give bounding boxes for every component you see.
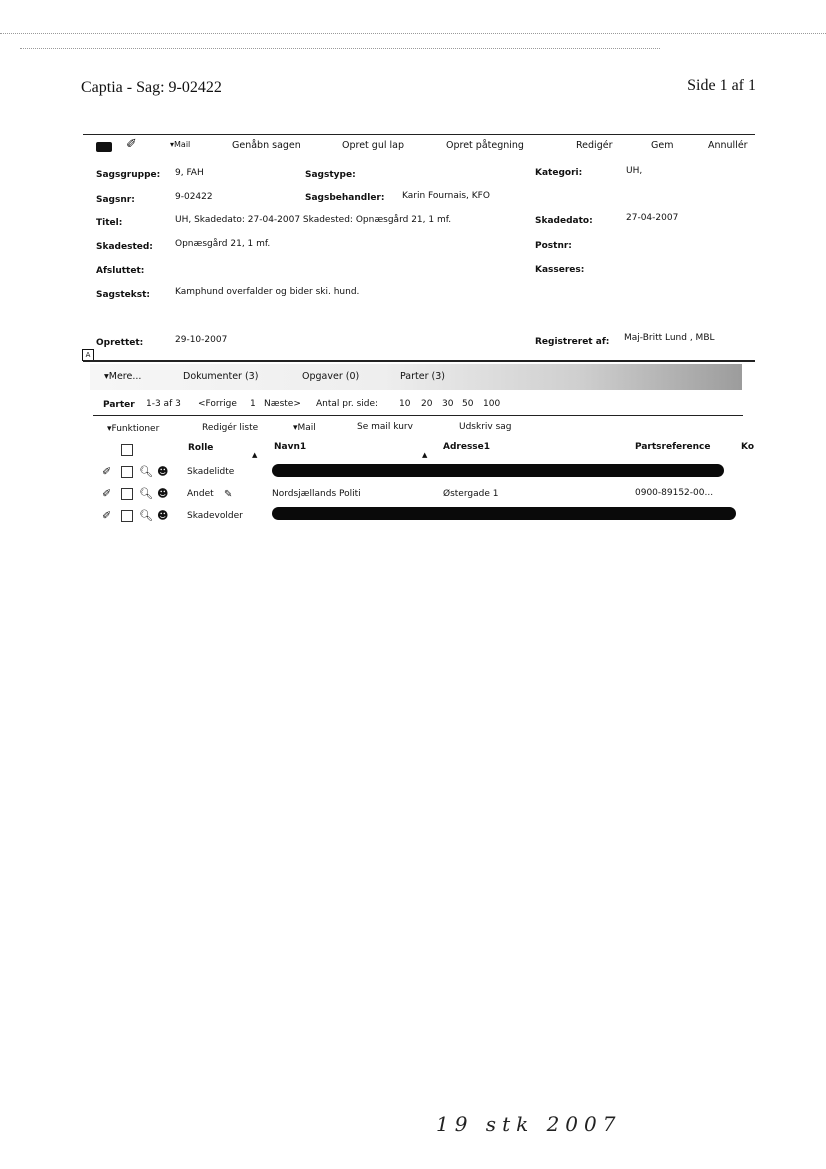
- header-divider: [83, 134, 755, 135]
- person-icon[interactable]: ☻: [157, 509, 169, 522]
- pager-next-link[interactable]: Næste>: [264, 399, 301, 409]
- per-page-option-10[interactable]: 10: [399, 399, 411, 409]
- scan-artifact-top: [0, 33, 826, 34]
- udskriv-sag-button[interactable]: Udskriv sag: [459, 422, 512, 432]
- funktioner-menu[interactable]: ▾Funktioner: [107, 424, 160, 434]
- column-header-navn1[interactable]: Navn1: [274, 442, 307, 452]
- kategori-value: UH,: [626, 166, 643, 176]
- gem-button[interactable]: Gem: [651, 140, 674, 151]
- sagstekst-value: Kamphund overfalder og bider ski. hund.: [175, 287, 360, 297]
- scan-artifact-second: [20, 48, 660, 49]
- edit-row-icon[interactable]: ✐: [102, 509, 112, 522]
- magnifier-icon[interactable]: 🔍︎: [139, 487, 153, 500]
- opret-paategning-button[interactable]: Opret påtegning: [446, 140, 524, 151]
- postnr-label: Postnr:: [535, 241, 572, 251]
- column-header-adresse1[interactable]: Adresse1: [443, 442, 491, 452]
- kasseres-label: Kasseres:: [535, 265, 585, 275]
- oprettet-label: Oprettet:: [96, 338, 144, 348]
- rediger-liste-button[interactable]: Redigér liste: [202, 423, 259, 433]
- sagsnr-label: Sagsnr:: [96, 195, 135, 205]
- page-number: Side 1 af 1: [687, 77, 756, 94]
- select-all-checkbox[interactable]: [121, 444, 133, 456]
- sort-rolle-icon[interactable]: ▲: [252, 451, 258, 459]
- tab-opgaver[interactable]: Opgaver (0): [302, 371, 360, 382]
- expand-section-icon[interactable]: A: [82, 349, 94, 361]
- row-checkbox[interactable]: [121, 466, 133, 478]
- per-page-label: Antal pr. side:: [316, 399, 379, 409]
- redaction-bar: [272, 464, 724, 477]
- row-checkbox[interactable]: [121, 488, 133, 500]
- table-row-rolle: Skadevolder: [187, 511, 243, 521]
- skadested-value: Opnæsgård 21, 1 mf.: [175, 239, 271, 249]
- genaabn-sagen-button[interactable]: Genåbn sagen: [232, 140, 301, 151]
- se-mail-kurv-button[interactable]: Se mail kurv: [357, 422, 413, 432]
- pencil-icon[interactable]: ✐: [126, 137, 137, 152]
- sagsgruppe-label: Sagsgruppe:: [96, 170, 161, 180]
- table-row-partsreference: 0900-89152-00...: [635, 488, 714, 498]
- tab-parter[interactable]: Parter (3): [400, 371, 445, 382]
- edit-row-icon[interactable]: ✐: [102, 465, 112, 478]
- sagstekst-label: Sagstekst:: [96, 290, 151, 300]
- edit-row-icon[interactable]: ✐: [102, 487, 112, 500]
- skadested-label: Skadested:: [96, 242, 153, 252]
- sort-navn1-icon[interactable]: ▲: [422, 451, 428, 459]
- annuller-button[interactable]: Annullér: [708, 140, 748, 151]
- column-header-rolle[interactable]: Rolle: [188, 443, 214, 453]
- redaction-bar: [272, 507, 736, 520]
- skadedato-label: Skadedato:: [535, 216, 593, 226]
- skadedato-value: 27-04-2007: [626, 213, 679, 223]
- afsluttet-label: Afsluttet:: [96, 266, 145, 276]
- row-checkbox[interactable]: [121, 510, 133, 522]
- list-mail-menu[interactable]: ▾Mail: [293, 423, 316, 433]
- parter-pager-title: Parter: [103, 400, 135, 410]
- pager-range: 1-3 af 3: [146, 399, 181, 409]
- table-row-rolle: Andet: [187, 489, 214, 499]
- rediger-button[interactable]: Redigér: [576, 140, 613, 151]
- per-page-option-100[interactable]: 100: [483, 399, 501, 409]
- per-page-option-20[interactable]: 20: [421, 399, 433, 409]
- tab-mere[interactable]: ▾Mere...: [104, 371, 142, 382]
- person-icon[interactable]: ☻: [157, 487, 169, 500]
- document-title: Captia - Sag: 9-02422: [81, 79, 222, 96]
- magnifier-icon[interactable]: 🔍︎: [139, 509, 153, 522]
- titel-label: Titel:: [96, 218, 123, 228]
- column-header-extra[interactable]: Ko: [741, 442, 754, 452]
- opret-gul-lap-button[interactable]: Opret gul lap: [342, 140, 404, 151]
- person-icon[interactable]: ☻: [157, 465, 169, 478]
- folder-icon[interactable]: [96, 142, 112, 152]
- per-page-option-50[interactable]: 50: [462, 399, 474, 409]
- pencil-mark-icon: ✎: [224, 489, 233, 500]
- table-row-navn1: Nordsjællands Politi: [272, 489, 361, 499]
- table-row-rolle: Skadelidte: [187, 467, 235, 477]
- table-row-adresse1: Østergade 1: [443, 489, 499, 499]
- pager-current-page: 1: [250, 399, 256, 409]
- kategori-label: Kategori:: [535, 168, 583, 178]
- registreret-af-label: Registreret af:: [535, 337, 610, 347]
- handwritten-note: 19 stk 2007: [436, 1112, 622, 1136]
- pager-divider: [93, 415, 743, 416]
- sagsgruppe-value: 9, FAH: [175, 168, 204, 178]
- sagstype-label: Sagstype:: [305, 170, 356, 180]
- titel-value: UH, Skadedato: 27-04-2007 Skadested: Opnæsgård 21, 1 mf.: [175, 215, 452, 225]
- sagsnr-value: 9-02422: [175, 192, 213, 202]
- sagsbehandler-value: Karin Fournais, KFO: [402, 191, 490, 201]
- registreret-af-value: Maj-Britt Lund , MBL: [624, 333, 715, 343]
- section-divider: [83, 360, 755, 362]
- tab-dokumenter[interactable]: Dokumenter (3): [183, 371, 259, 382]
- magnifier-icon[interactable]: 🔍︎: [139, 465, 153, 478]
- per-page-option-30[interactable]: 30: [442, 399, 454, 409]
- pager-previous-link[interactable]: <Forrige: [198, 399, 237, 409]
- mail-menu[interactable]: ▾Mail: [170, 140, 191, 149]
- sagsbehandler-label: Sagsbehandler:: [305, 193, 385, 203]
- oprettet-value: 29-10-2007: [175, 335, 228, 345]
- column-header-partsreference[interactable]: Partsreference: [635, 442, 711, 452]
